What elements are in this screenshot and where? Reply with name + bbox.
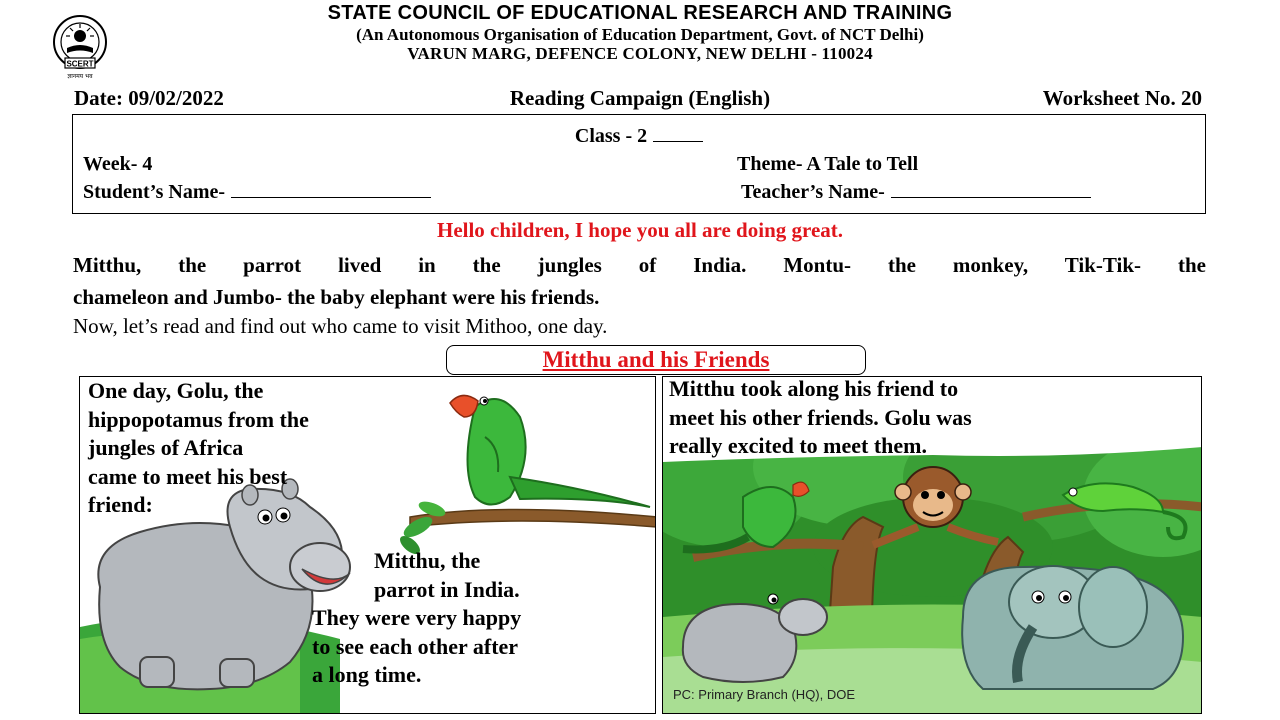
intro-line-2: chameleon and Jumbo- the baby elephant were his friends. bbox=[73, 285, 600, 309]
panel-right-line: really excited to meet them. bbox=[669, 433, 927, 458]
panel-right-line: meet his other friends. Golu was bbox=[669, 404, 972, 430]
intro-line-1: Mitthu, the parrot lived in the jungles of India. Montu- the monkey, Tik-Tik- the bbox=[73, 253, 1206, 277]
panel-left-line: Mitthu, the bbox=[374, 548, 481, 573]
theme-label: Theme- A Tale to Tell bbox=[737, 153, 919, 175]
header-address: VARUN MARG, DEFENCE COLONY, NEW DELHI - 110024 bbox=[407, 44, 873, 63]
story-title: Mitthu and his Friends bbox=[446, 345, 866, 375]
worksheet-date: Date: 09/02/2022 bbox=[74, 86, 224, 110]
parrot-icon bbox=[450, 395, 650, 507]
panel-left-line: friend: bbox=[88, 492, 153, 517]
class-blank bbox=[653, 125, 703, 142]
teacher-name-blank bbox=[891, 181, 1091, 198]
panel-left-line: They were very happy bbox=[312, 605, 522, 630]
comic-panel-left bbox=[79, 376, 656, 714]
student-name-blank bbox=[231, 181, 431, 198]
student-name-field bbox=[83, 181, 431, 204]
intro-line-3: Now, let’s read and find out who came to visit Mithoo, one day. bbox=[73, 314, 608, 338]
header-subtitle: (An Autonomous Organisation of Education Department, Govt. of NCT Delhi) bbox=[356, 25, 924, 44]
comic-panel-right bbox=[662, 376, 1202, 714]
panel-left-line: to see each other after bbox=[312, 633, 519, 659]
teacher-name-label: Teacher’s Name- bbox=[741, 181, 885, 203]
elephant-icon bbox=[962, 566, 1183, 689]
panel-right-line: Mitthu took along his friend to bbox=[669, 376, 959, 401]
class-label: Class - 2 bbox=[574, 125, 648, 147]
teacher-name-field bbox=[741, 181, 1091, 204]
panel-left-line: a long time. bbox=[312, 662, 422, 687]
logo-text: SCERT bbox=[66, 59, 94, 69]
worksheet-number: Worksheet No. 20 bbox=[1042, 86, 1202, 110]
student-info-box bbox=[72, 114, 1206, 214]
panel-left-line: jungles of Africa bbox=[88, 435, 244, 460]
campaign-title: Reading Campaign (English) bbox=[509, 86, 771, 110]
logo-motto: ज्ञानमय भव bbox=[67, 73, 93, 80]
panel-left-line: One day, Golu, the bbox=[88, 378, 264, 403]
panel-left-line: came to meet his best bbox=[88, 463, 288, 489]
panel-left-bottom-text bbox=[312, 547, 521, 690]
header-title: STATE COUNCIL OF EDUCATIONAL RESEARCH AND TRAINING bbox=[327, 2, 953, 24]
greeting: Hello children, I hope you all are doing great. bbox=[436, 218, 844, 242]
class-field bbox=[73, 125, 1205, 148]
panel-left-top-text bbox=[88, 377, 309, 520]
panel-left-line: hippopotamus from the bbox=[88, 406, 309, 432]
week-label: Week- 4 bbox=[83, 153, 153, 175]
photo-credit: PC: Primary Branch (HQ), DOE bbox=[673, 687, 856, 702]
panel-left-line: parrot in India. bbox=[374, 576, 520, 602]
panel-right-top-text bbox=[669, 376, 972, 461]
student-name-label: Student’s Name- bbox=[83, 181, 226, 203]
